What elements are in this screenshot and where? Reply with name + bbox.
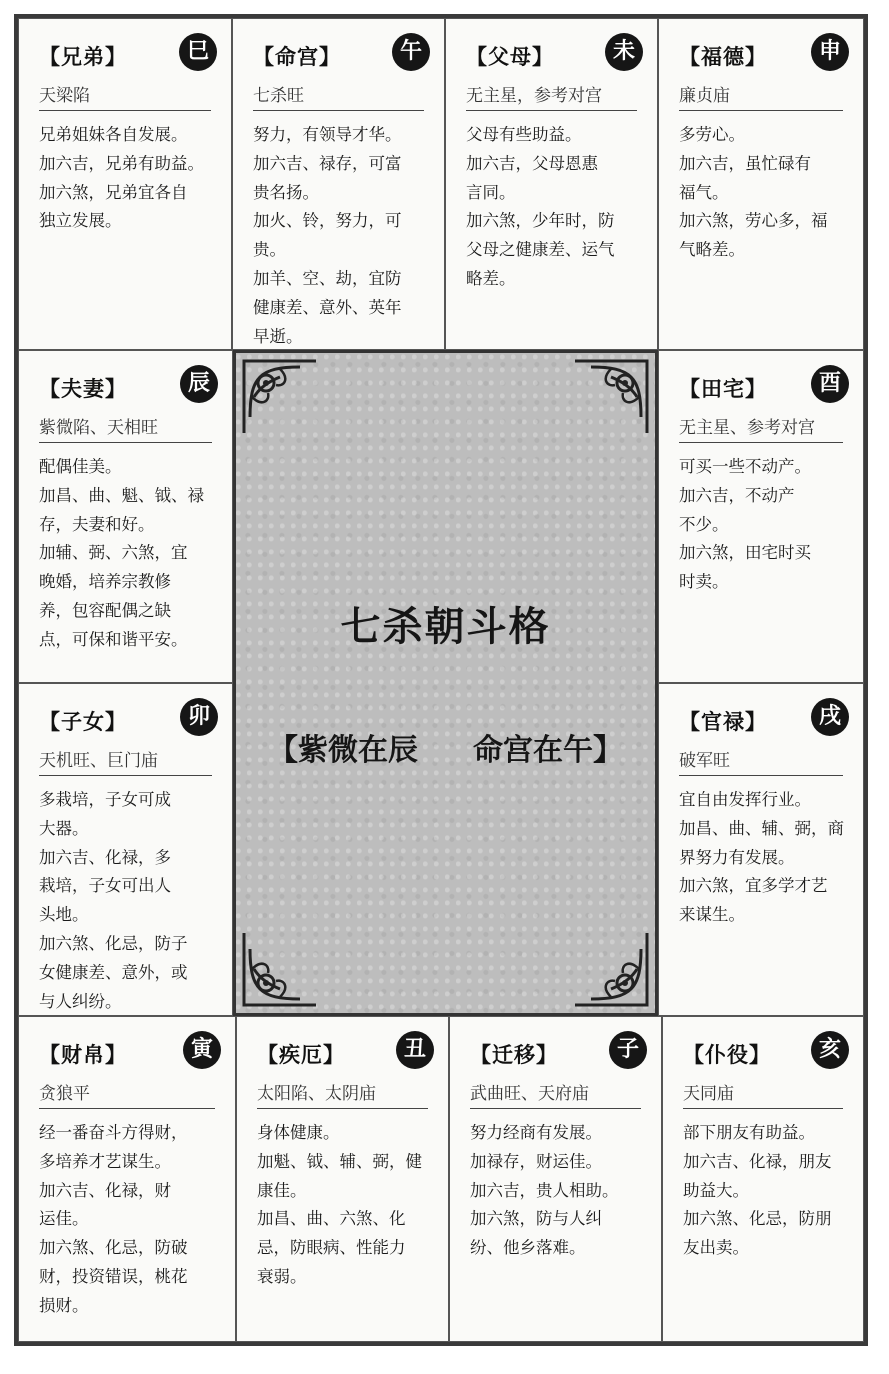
desc-line: 配偶佳美。 <box>39 457 122 476</box>
desc-line: 健康差、意外、英年 <box>253 297 402 317</box>
desc-line: 加六吉，兄弟有助益。 <box>39 153 204 173</box>
desc-line: 身体健康。 <box>257 1123 340 1142</box>
desc-line: 独立发展。 <box>39 211 122 231</box>
desc-line: 损财。 <box>39 1295 89 1315</box>
stars-label: 廉贞庙 <box>679 81 843 111</box>
desc-line: 多栽培，子女可成 <box>39 790 171 809</box>
description <box>683 1119 845 1263</box>
palace-name: 【兄弟】 <box>39 45 127 69</box>
palace-name: 【命宫】 <box>253 45 341 69</box>
desc-line: 运佳。 <box>39 1209 89 1229</box>
desc-line: 部下朋友有助益。 <box>683 1123 815 1142</box>
pattern-subtitle <box>236 725 655 769</box>
desc-line: 女健康差、意外，或 <box>39 962 188 982</box>
desc-line: 纷、他乡落难。 <box>470 1238 586 1258</box>
description <box>679 121 845 265</box>
desc-line: 言同。 <box>466 182 516 202</box>
subtitle-right: 命宫在午】 <box>472 733 623 768</box>
branch-badge: 申 <box>811 33 849 71</box>
desc-line: 存，夫妻和好。 <box>39 514 155 534</box>
stars-label: 天机旺、巨门庙 <box>39 746 212 776</box>
description <box>39 121 213 236</box>
desc-line: 加昌、曲、辅、弼，商 <box>679 818 844 838</box>
stars-label: 七杀旺 <box>253 81 424 111</box>
corner-ornament-icon <box>240 357 320 437</box>
desc-line: 栽培，子女可出人 <box>39 876 171 896</box>
palace-name: 【夫妻】 <box>39 377 127 401</box>
stars-label: 无主星，参考对宫 <box>466 81 637 111</box>
cell-property <box>658 350 864 683</box>
desc-line: 加六吉，父母恩惠 <box>466 153 598 173</box>
center-panel <box>233 350 658 1016</box>
desc-line: 父母有些助益。 <box>466 125 582 144</box>
desc-line: 加六煞，防与人纠 <box>470 1209 602 1229</box>
stars-label: 破军旺 <box>679 746 843 776</box>
stars-label: 武曲旺、天府庙 <box>470 1079 641 1109</box>
description <box>253 121 426 350</box>
cell-spouse <box>18 350 233 683</box>
desc-line: 多培养才艺谋生。 <box>39 1151 171 1171</box>
description <box>39 453 214 655</box>
desc-line: 加六煞，兄弟宜各自 <box>39 182 188 202</box>
desc-line: 加羊、空、劫，宜防 <box>253 268 402 288</box>
palace-name: 【迁移】 <box>470 1043 558 1067</box>
desc-line: 加昌、曲、六煞、化 <box>257 1209 406 1229</box>
desc-line: 气略差。 <box>679 240 745 260</box>
corner-ornament-icon <box>571 929 651 1009</box>
desc-line: 努力，有领导才华。 <box>253 125 402 144</box>
palace-name: 【子女】 <box>39 710 127 734</box>
desc-line: 加六煞，少年时，防 <box>466 211 615 231</box>
palace-name: 【仆役】 <box>683 1043 771 1067</box>
branch-badge: 午 <box>392 33 430 71</box>
desc-line: 加六煞，田宅时买 <box>679 543 811 563</box>
stars-label: 紫微陷、天相旺 <box>39 413 212 443</box>
branch-badge: 丑 <box>396 1031 434 1069</box>
cell-travel <box>449 1016 662 1342</box>
description <box>466 121 639 294</box>
branch-badge: 巳 <box>179 33 217 71</box>
description <box>39 786 214 1016</box>
desc-line: 父母之健康差、运气 <box>466 240 615 260</box>
branch-badge: 未 <box>605 33 643 71</box>
desc-line: 加六吉、化禄，朋友 <box>683 1151 832 1171</box>
cell-siblings <box>18 18 232 350</box>
desc-line: 康佳。 <box>257 1180 307 1200</box>
desc-line: 早逝。 <box>253 326 303 346</box>
desc-line: 友出卖。 <box>683 1238 749 1258</box>
desc-line: 时卖。 <box>679 572 729 592</box>
desc-line: 来谋生。 <box>679 905 745 925</box>
desc-line: 可买一些不动产。 <box>679 457 811 476</box>
desc-line: 加禄存，财运佳。 <box>470 1151 602 1171</box>
desc-line: 福气。 <box>679 182 729 202</box>
desc-line: 加魁、钺、辅、弼，健 <box>257 1151 422 1171</box>
desc-line: 加六煞、化忌，防破 <box>39 1238 188 1258</box>
branch-badge: 辰 <box>180 365 218 403</box>
pattern-title: 七杀朝斗格 <box>340 603 551 650</box>
cell-servants <box>662 1016 864 1342</box>
desc-line: 兄弟姐妹各自发展。 <box>39 125 188 144</box>
stars-label: 天梁陷 <box>39 81 211 111</box>
desc-line: 加火、铃，努力，可贵。 <box>253 211 402 260</box>
desc-line: 与人纠纷。 <box>39 991 122 1011</box>
desc-line: 加六煞，宜多学才艺 <box>679 876 828 896</box>
desc-line: 加六吉，虽忙碌有 <box>679 153 811 173</box>
description <box>39 1119 217 1321</box>
desc-line: 加六吉、禄存，可富 <box>253 153 402 173</box>
desc-line: 加六吉、化禄，财 <box>39 1180 171 1200</box>
stars-label: 贪狼平 <box>39 1079 215 1109</box>
desc-line: 衰弱。 <box>257 1266 307 1286</box>
desc-line: 加六煞，劳心多，福 <box>679 211 828 231</box>
desc-line: 加六煞、化忌，防朋 <box>683 1209 832 1229</box>
palace-name: 【财帛】 <box>39 1043 127 1067</box>
corner-ornament-icon <box>240 929 320 1009</box>
cell-fortune <box>658 18 864 350</box>
branch-badge: 亥 <box>811 1031 849 1069</box>
desc-line: 多劳心。 <box>679 125 745 144</box>
desc-line: 点，可保和谐平安。 <box>39 629 188 649</box>
palace-name: 【疾厄】 <box>257 1043 345 1067</box>
cell-parents <box>445 18 658 350</box>
desc-line: 晚婚，培养宗教修 <box>39 572 171 592</box>
cell-wealth <box>18 1016 236 1342</box>
cell-career <box>658 683 864 1016</box>
desc-line: 略差。 <box>466 268 516 288</box>
chart-frame <box>14 14 868 1346</box>
desc-line: 努力经商有发展。 <box>470 1123 602 1142</box>
cell-life <box>232 18 445 350</box>
desc-line: 加昌、曲、魁、钺、禄 <box>39 485 204 505</box>
desc-line: 加六煞、化忌，防子 <box>39 933 188 953</box>
branch-badge: 戌 <box>811 698 849 736</box>
branch-badge: 子 <box>609 1031 647 1069</box>
desc-line: 加六吉、化禄，多 <box>39 847 171 867</box>
desc-line: 头地。 <box>39 905 89 925</box>
corner-ornament-icon <box>571 357 651 437</box>
desc-line: 财，投资错误，桃花 <box>39 1266 188 1286</box>
desc-line: 养，包容配偶之缺 <box>39 600 171 620</box>
palace-name: 【田宅】 <box>679 377 767 401</box>
description <box>470 1119 643 1263</box>
palace-name: 【福德】 <box>679 45 767 69</box>
branch-badge: 寅 <box>183 1031 221 1069</box>
subtitle-left: 【紫微在辰 <box>268 733 419 768</box>
palace-name: 【官禄】 <box>679 710 767 734</box>
stars-label: 无主星、参考对宫 <box>679 413 843 443</box>
branch-badge: 卯 <box>180 698 218 736</box>
desc-line: 大器。 <box>39 818 89 838</box>
cell-health <box>236 1016 449 1342</box>
stars-label: 天同庙 <box>683 1079 843 1109</box>
cell-children <box>18 683 233 1016</box>
desc-line: 界努力有发展。 <box>679 847 795 867</box>
desc-line: 加六吉，贵人相助。 <box>470 1180 619 1200</box>
desc-line: 宜自由发挥行业。 <box>679 790 811 809</box>
palace-name: 【父母】 <box>466 45 554 69</box>
desc-line: 不少。 <box>679 514 729 534</box>
desc-line: 助益大。 <box>683 1180 749 1200</box>
stars-label: 太阳陷、太阴庙 <box>257 1079 428 1109</box>
desc-line: 加辅、弼、六煞，宜 <box>39 543 188 563</box>
description <box>679 786 845 930</box>
description <box>257 1119 430 1292</box>
description <box>679 453 845 597</box>
desc-line: 经一番奋斗方得财， <box>39 1123 188 1142</box>
desc-line: 贵名扬。 <box>253 182 319 202</box>
branch-badge: 酉 <box>811 365 849 403</box>
desc-line: 忌，防眼病、性能力 <box>257 1238 406 1258</box>
desc-line: 加六吉，不动产 <box>679 485 795 505</box>
